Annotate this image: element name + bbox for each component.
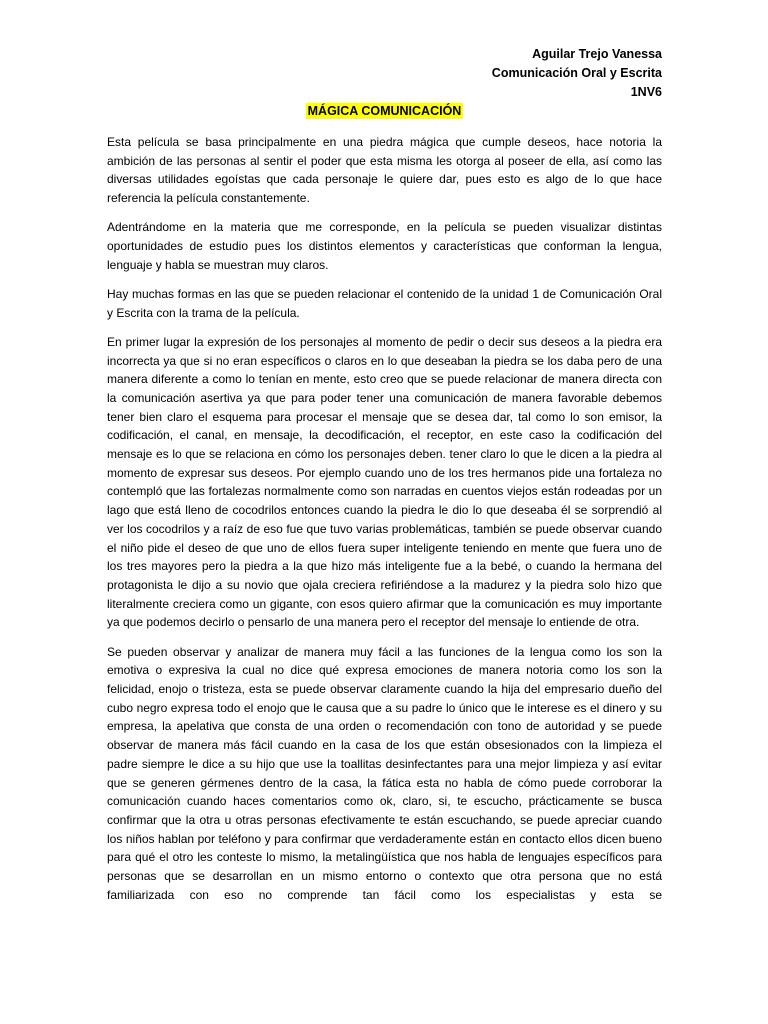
paragraph-communication-examples: En primer lugar la expresión de los personajes al momento de pedir o decir sus deseos a la piedra era incorrecta ya que si no eran específicos o claros en lo que deseaban la piedra se los daba pero de una manera diferente a como lo tenían en mente, esto creo que se puede relacionar de manera directa con la comunicación asertiva ya que para poder tener una comunicación de manera favorable debemos tener bien claro el esquema para procesar el mensaje que se desea dar, tal como lo son emisor, la codificación, el canal, en mensaje, la decodificación, el receptor, en este caso la codificación del mensaje es lo que se relaciona en cómo los personajes deben. tener claro lo que le dicen a la piedra al momento de expresar sus deseos. Por ejemplo cuando uno de los tres hermanos pide una fortaleza no contempló que las fortalezas normalmente como son narradas en cuentos viejos están rodeadas por un lago que está lleno de cocodrilos entonces cuando la piedra le dio lo que deseaba él se sorprendió al ver los cocodrilos y a raíz de eso fue que tuvo varias problemáticas, también se puede observar cuando el niño pide el deseo de que uno de ellos fuera super inteligente teniendo en mente que fuera uno de los tres mayores pero la piedra a la que hizo más inteligente fue a la bebé, o cuando la hermana del protagonista le dijo a su novio que ojala creciera refiriéndose a la madurez y la piedra solo hizo que literalmente creciera como un gigante, con esos quiero afirmar que la comunicación es muy importante ya que podemos decirlo o pensarlo de una manera pero el receptor del mensaje lo entiende de otra.: [107, 334, 662, 630]
document-body: [107, 133, 662, 904]
paragraph-subject: Adentrándome en la materia que me corresponde, en la película se pueden visualizar distintas oportunidades de estudio pues los distintos elementos y características que conforman la lengua, lenguaje y habla se muestran muy claros.: [107, 220, 662, 272]
paragraph-language-functions: Se pueden observar y analizar de manera muy fácil a las funciones de la lengua como los son la emotiva o expresiva la cual no dice qué expresa emociones de manera notoria como los son la felicidad, enojo o tristeza, esta se puede observar claramente cuando la hija del empresario dueño del cubo negro expresa todo el enojo que le causa que a su padre lo único que le interese es el dinero y su empresa, la apelativa que consta de una orden o recomendación con tono de autoridad y se puede observar de manera más fácil cuando en la casa de los que están obsesionados con la limpieza el padre siempre le dice a su hijo que use la toallitas desinfectantes para una mejor limpieza y así evitar que se generen gérmenes dentro de la casa, la fática esta no habla de cómo puede corroborar la comunicación cuando haces comentarios como ok, claro, si, te escucho, prácticamente se busca confirmar que la otra u otras personas efectivamente te están escuchando, se puede apreciar cuando los niños hablan por teléfono y para confirmar que verdaderamente están en contacto ellos dicen bueno para qué el otro les conteste lo mismo, la metalingüística que nos habla de lenguajes específicos para personas que se desarrollan en un mismo entorno o contexto que otra persona que no está familiarizada con eso no comprende tan fácil como los especialistas y esta se: [107, 644, 662, 902]
course-name: Comunicación Oral y Escrita: [491, 66, 662, 80]
group-code: 1NV6: [630, 85, 662, 99]
author-name: Aguilar Trejo Vanessa: [532, 47, 662, 61]
document-header: [107, 45, 662, 102]
document-title-row: [107, 102, 662, 121]
document-title: MÁGICA COMUNICACIÓN: [307, 104, 462, 118]
paragraph-relation: Hay muchas formas en las que se pueden relacionar el contenido de la unidad 1 de Comunicación Oral y Escrita con la trama de la película.: [107, 286, 662, 320]
paragraph-intro: Esta película se basa principalmente en una piedra mágica que cumple deseos, hace notoria la ambición de las personas al sentir el poder que esta misma les otorga al poseer de ella, así como las diversas utilidades egoístas que cada personaje le quiere dar, pues esto es algo de lo que hace referencia la película constantemente.: [107, 135, 662, 206]
document-page: [107, 45, 662, 915]
